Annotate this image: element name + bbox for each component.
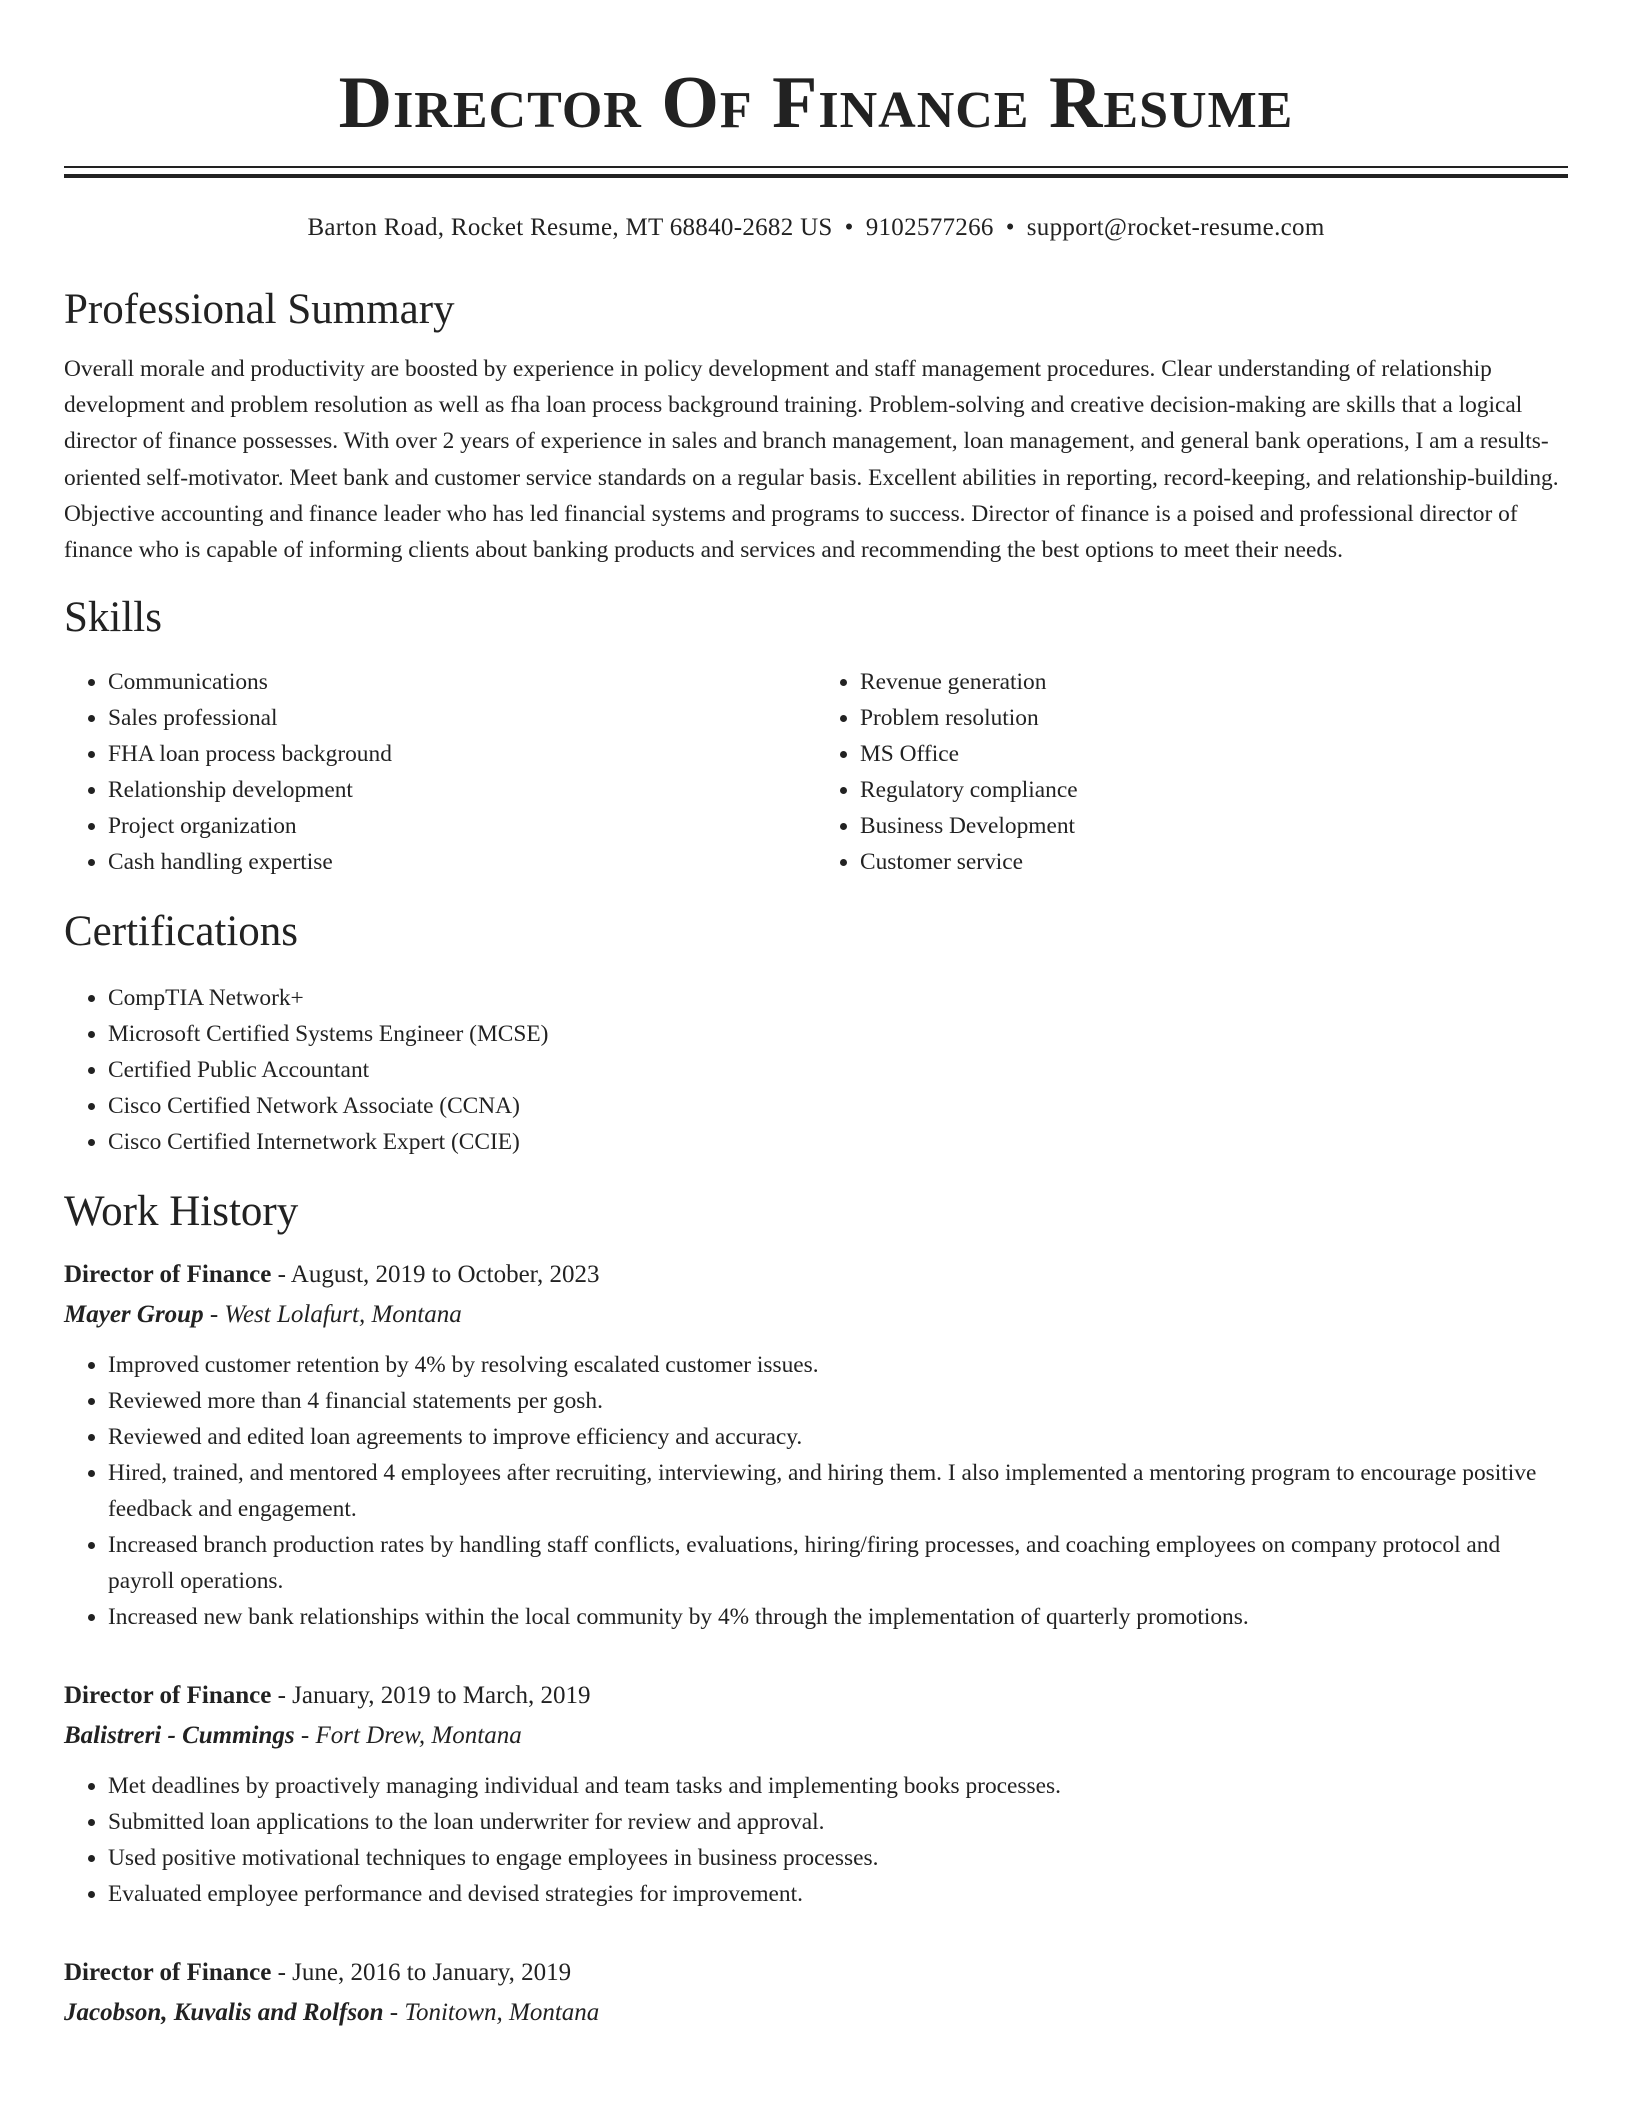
- job-bullets: [64, 1347, 1568, 1635]
- skill-item: • Cash handling expertise: [108, 844, 816, 880]
- contact-line: [64, 212, 1568, 244]
- skill-item: • Communications: [108, 664, 816, 700]
- job-role: Director of Finance: [64, 1682, 272, 1710]
- contact-separator: •: [844, 214, 854, 241]
- job-bullets: [64, 1768, 1568, 1912]
- job-bullet: • Increased branch production rates by handling staff conflicts, evaluations, hiring/firing processes, and coaching employees on company protocol and payroll operations.: [108, 1527, 1568, 1599]
- job-dates: - August, 2019 to October, 2023: [271, 1261, 600, 1289]
- job-title-line: [64, 1679, 1568, 1713]
- job-dates: - January, 2019 to March, 2019: [271, 1682, 591, 1710]
- job-bullet: • Improved customer retention by 4% by resolving escalated customer issues.: [108, 1347, 1568, 1383]
- certification-item: • Cisco Certified Internetwork Expert (CCIE): [108, 1124, 1568, 1160]
- job-bullet: • Reviewed more than 4 financial statements per gosh.: [108, 1383, 1568, 1419]
- skills-list-left: [64, 664, 816, 880]
- job-role: Director of Finance: [64, 1959, 272, 1987]
- job-bullet: • Met deadlines by proactively managing individual and team tasks and implementing books processes.: [108, 1768, 1568, 1804]
- contact-phone: 9102577266: [865, 214, 994, 241]
- job-entry: [64, 1679, 1568, 1912]
- job-bullet: • Increased new bank relationships within the local community by 4% through the implementation of quarterly promotions.: [108, 1599, 1568, 1635]
- job-spacer: [64, 1912, 1568, 1934]
- job-title-line: [64, 1956, 1568, 1990]
- certifications-list: [64, 980, 1568, 1160]
- summary-heading: Professional Summary: [64, 286, 455, 333]
- skill-item: • FHA loan process background: [108, 736, 816, 772]
- resume-title: Director Of Finance Resume: [338, 62, 1294, 144]
- job-dates: - June, 2016 to January, 2019: [271, 1959, 572, 1987]
- job-bullet: • Submitted loan applications to the loan underwriter for review and approval.: [108, 1804, 1568, 1840]
- job-location: - West Lolafurt, Montana: [203, 1301, 462, 1329]
- certification-item: • Certified Public Accountant: [108, 1052, 1568, 1088]
- work-history-heading: Work History: [64, 1188, 299, 1236]
- skill-item: • Project organization: [108, 808, 816, 844]
- job-bullet: • Used positive motivational techniques to engage employees in business processes.: [108, 1840, 1568, 1876]
- job-company: Mayer Group: [64, 1301, 204, 1329]
- job-role: Director of Finance: [64, 1261, 272, 1289]
- title-divider-thin: [64, 166, 1568, 168]
- skill-item: • MS Office: [860, 736, 1568, 772]
- skill-item: • Regulatory compliance: [860, 772, 1568, 808]
- skill-item: • Sales professional: [108, 700, 816, 736]
- skill-item: • Problem resolution: [860, 700, 1568, 736]
- contact-email: support@rocket-resume.com: [1026, 214, 1325, 241]
- certification-item: • CompTIA Network+: [108, 980, 1568, 1016]
- skill-item: • Customer service: [860, 844, 1568, 880]
- contact-address: Barton Road, Rocket Resume, MT 68840-2682 US: [307, 214, 833, 241]
- job-company-line: [64, 1298, 1568, 1332]
- contact-separator: •: [1005, 214, 1015, 241]
- job-entry: [64, 1258, 1568, 1635]
- job-entry: [64, 1956, 1568, 2030]
- summary-text: Overall morale and productivity are boosted by experience in policy development and staff management procedures. Clear understanding of relationship development and problem resolution as well as fha loan process background training. Problem-solving and creative decision-making are skills that a logical director of finance possesses. With over 2 years of experience in sales and branch management, loan management, and general bank operations, I am a results-oriented self-motivator. Meet bank and customer service standards on a regular basis. Excellent abilities in reporting, record-keeping, and relationship-building. Objective accounting and finance leader who has led financial systems and programs to success. Director of finance is a poised and professional director of finance who is capable of informing clients about banking products and services and recommending the best options to meet their needs.: [64, 356, 1559, 564]
- skill-item: • Relationship development: [108, 772, 816, 808]
- job-company: Balistreri - Cummings: [64, 1722, 295, 1750]
- skills-list-right: [816, 664, 1568, 880]
- job-title-line: [64, 1258, 1568, 1292]
- job-company: Jacobson, Kuvalis and Rolfson: [64, 1999, 384, 2027]
- job-company-line: [64, 1996, 1568, 2030]
- job-company-line: [64, 1719, 1568, 1753]
- job-location: - Tonitown, Montana: [383, 1999, 600, 2027]
- skill-item: • Business Development: [860, 808, 1568, 844]
- certifications-heading: Certifications: [64, 908, 299, 956]
- certification-item: • Microsoft Certified Systems Engineer (MCSE): [108, 1016, 1568, 1052]
- skill-item: • Revenue generation: [860, 664, 1568, 700]
- job-bullet: • Hired, trained, and mentored 4 employees after recruiting, interviewing, and hiring them. I also implemented a mentoring program to encourage positive feedback and engagement.: [108, 1455, 1568, 1527]
- skills-columns: [64, 664, 1568, 880]
- skills-heading: Skills: [64, 594, 162, 642]
- job-location: - Fort Drew, Montana: [294, 1722, 522, 1750]
- certification-item: • Cisco Certified Network Associate (CCNA): [108, 1088, 1568, 1124]
- job-bullet: • Evaluated employee performance and devised strategies for improvement.: [108, 1876, 1568, 1912]
- title-divider-thick: [64, 174, 1568, 178]
- job-spacer: [64, 1635, 1568, 1657]
- job-bullet: • Reviewed and edited loan agreements to improve efficiency and accuracy.: [108, 1419, 1568, 1455]
